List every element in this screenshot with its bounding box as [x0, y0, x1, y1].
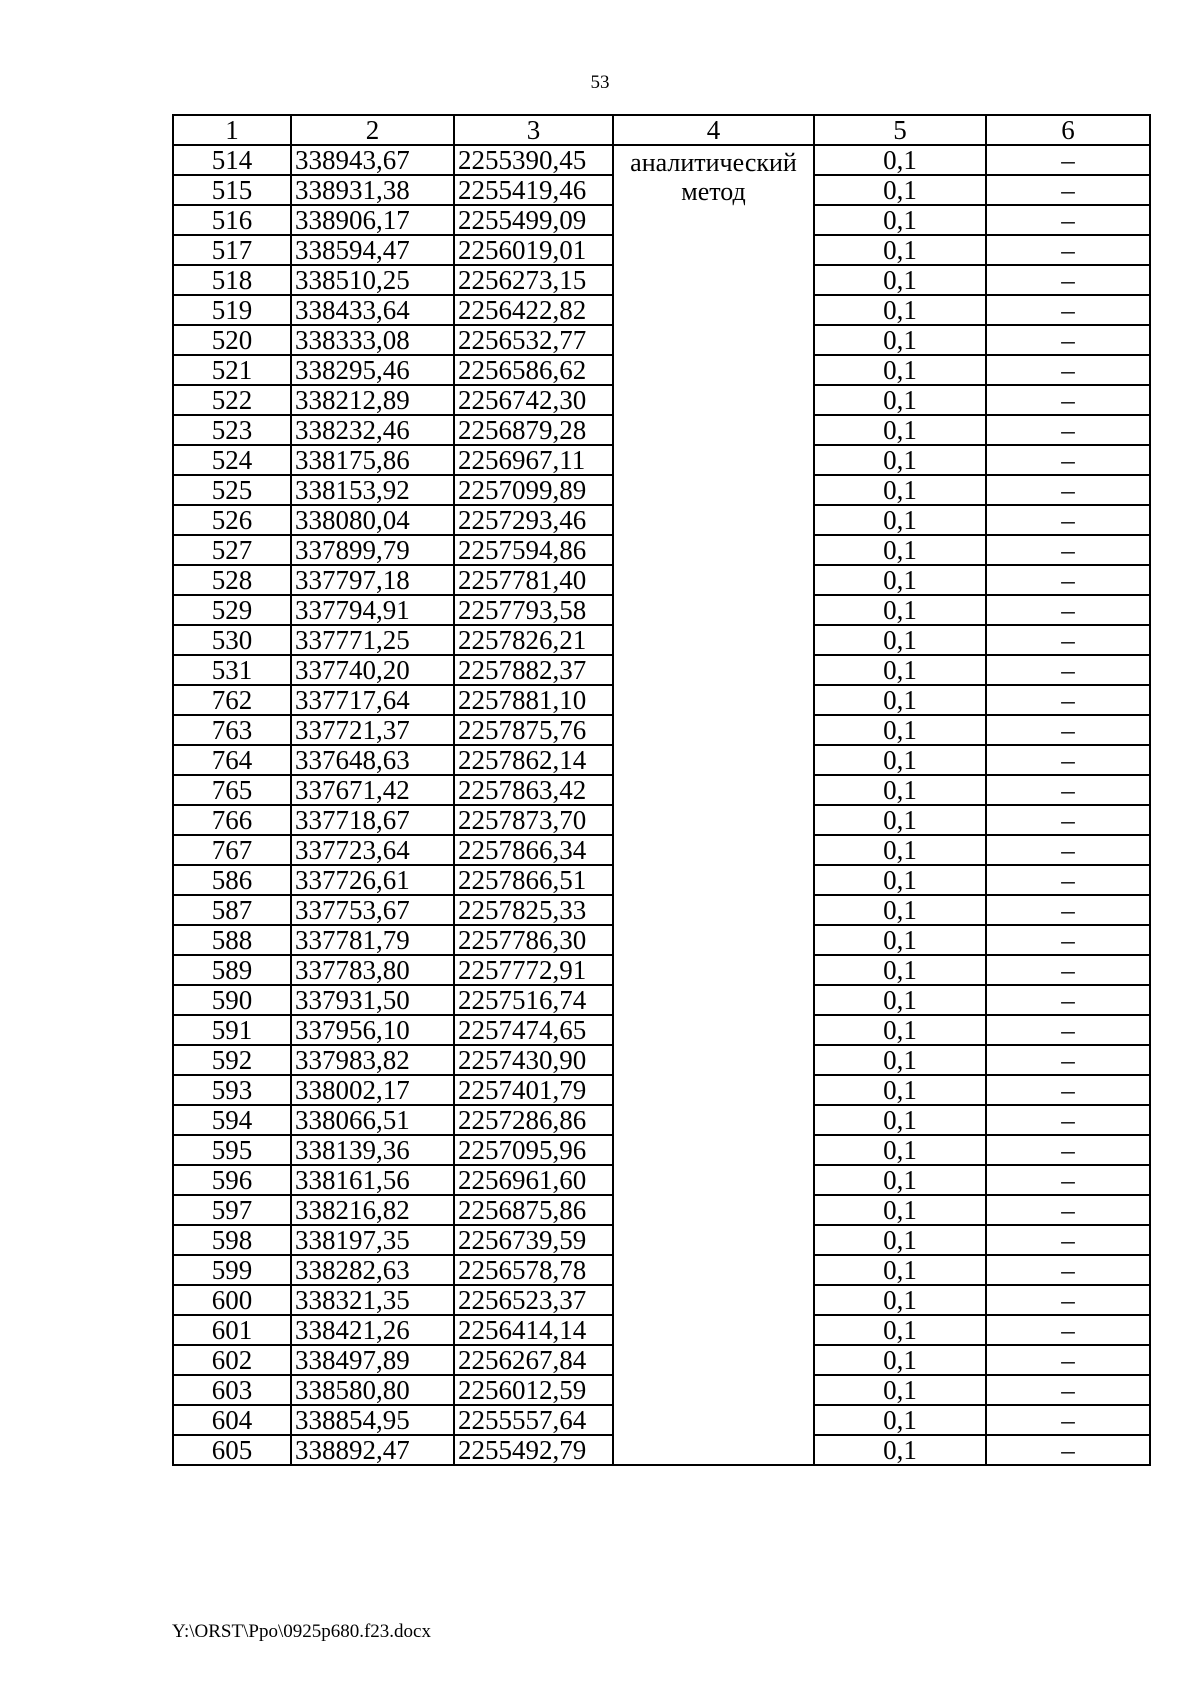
cell-point-number: 590: [173, 985, 291, 1015]
header-cell-description: 6: [986, 115, 1150, 145]
cell-point-number: 764: [173, 745, 291, 775]
header-cell-point-number: 1: [173, 115, 291, 145]
cell-description: –: [986, 985, 1150, 1015]
cell-x-coordinate: 337753,67: [291, 895, 454, 925]
cell-description: –: [986, 925, 1150, 955]
cell-accuracy: 0,1: [814, 955, 986, 985]
cell-x-coordinate: 338510,25: [291, 265, 454, 295]
cell-x-coordinate: 337899,79: [291, 535, 454, 565]
cell-point-number: 530: [173, 625, 291, 655]
cell-description: –: [986, 1075, 1150, 1105]
cell-description: –: [986, 1405, 1150, 1435]
cell-accuracy: 0,1: [814, 1045, 986, 1075]
cell-description: –: [986, 1015, 1150, 1045]
cell-x-coordinate: 337771,25: [291, 625, 454, 655]
cell-x-coordinate: 338497,89: [291, 1345, 454, 1375]
cell-description: –: [986, 1375, 1150, 1405]
cell-y-coordinate: 2255419,46: [454, 175, 613, 205]
cell-description: –: [986, 1315, 1150, 1345]
cell-description: –: [986, 865, 1150, 895]
header-cell-accuracy: 5: [814, 115, 986, 145]
cell-point-number: 765: [173, 775, 291, 805]
cell-description: –: [986, 1195, 1150, 1225]
cell-x-coordinate: 338333,08: [291, 325, 454, 355]
cell-description: –: [986, 895, 1150, 925]
cell-description: –: [986, 235, 1150, 265]
cell-x-coordinate: 338161,56: [291, 1165, 454, 1195]
cell-y-coordinate: 2256586,62: [454, 355, 613, 385]
cell-y-coordinate: 2256961,60: [454, 1165, 613, 1195]
cell-accuracy: 0,1: [814, 205, 986, 235]
cell-description: –: [986, 1045, 1150, 1075]
cell-y-coordinate: 2256523,37: [454, 1285, 613, 1315]
cell-point-number: 596: [173, 1165, 291, 1195]
cell-accuracy: 0,1: [814, 355, 986, 385]
cell-point-number: 520: [173, 325, 291, 355]
table-header-row: [173, 115, 1150, 145]
header-cell-x: 2: [291, 115, 454, 145]
cell-y-coordinate: 2256875,86: [454, 1195, 613, 1225]
cell-accuracy: 0,1: [814, 595, 986, 625]
cell-accuracy: 0,1: [814, 655, 986, 685]
cell-description: –: [986, 1255, 1150, 1285]
cell-y-coordinate: 2257866,51: [454, 865, 613, 895]
cell-x-coordinate: 338232,46: [291, 415, 454, 445]
cell-point-number: 767: [173, 835, 291, 865]
cell-y-coordinate: 2257293,46: [454, 505, 613, 535]
footer-file-path: Y:\ORST\Ppo\0925p680.f23.docx: [172, 1621, 431, 1642]
cell-point-number: 518: [173, 265, 291, 295]
cell-x-coordinate: 338906,17: [291, 205, 454, 235]
cell-description: –: [986, 745, 1150, 775]
cell-description: –: [986, 505, 1150, 535]
cell-description: –: [986, 355, 1150, 385]
cell-description: –: [986, 625, 1150, 655]
cell-description: –: [986, 145, 1150, 175]
cell-accuracy: 0,1: [814, 325, 986, 355]
cell-description: –: [986, 1345, 1150, 1375]
cell-x-coordinate: 338175,86: [291, 445, 454, 475]
cell-x-coordinate: 338931,38: [291, 175, 454, 205]
cell-point-number: 522: [173, 385, 291, 415]
cell-y-coordinate: 2257873,70: [454, 805, 613, 835]
cell-y-coordinate: 2256273,15: [454, 265, 613, 295]
cell-y-coordinate: 2255492,79: [454, 1435, 613, 1465]
cell-description: –: [986, 1285, 1150, 1315]
cell-x-coordinate: 338594,47: [291, 235, 454, 265]
cell-accuracy: 0,1: [814, 1255, 986, 1285]
cell-x-coordinate: 337718,67: [291, 805, 454, 835]
cell-y-coordinate: 2256967,11: [454, 445, 613, 475]
cell-y-coordinate: 2257594,86: [454, 535, 613, 565]
cell-accuracy: 0,1: [814, 895, 986, 925]
cell-y-coordinate: 2257793,58: [454, 595, 613, 625]
cell-x-coordinate: 337726,61: [291, 865, 454, 895]
cell-description: –: [986, 595, 1150, 625]
cell-description: –: [986, 415, 1150, 445]
cell-accuracy: 0,1: [814, 1135, 986, 1165]
cell-x-coordinate: 338197,35: [291, 1225, 454, 1255]
cell-description: –: [986, 1135, 1150, 1165]
cell-accuracy: 0,1: [814, 1015, 986, 1045]
cell-description: –: [986, 535, 1150, 565]
cell-y-coordinate: 2257875,76: [454, 715, 613, 745]
cell-y-coordinate: 2255557,64: [454, 1405, 613, 1435]
cell-y-coordinate: 2257781,40: [454, 565, 613, 595]
cell-accuracy: 0,1: [814, 745, 986, 775]
cell-y-coordinate: 2257772,91: [454, 955, 613, 985]
cell-description: –: [986, 1435, 1150, 1465]
cell-y-coordinate: 2257430,90: [454, 1045, 613, 1075]
table-body: [173, 145, 1150, 1465]
cell-accuracy: 0,1: [814, 685, 986, 715]
cell-accuracy: 0,1: [814, 1075, 986, 1105]
cell-x-coordinate: 338080,04: [291, 505, 454, 535]
cell-description: –: [986, 805, 1150, 835]
cell-method: аналитический метод: [613, 145, 814, 1465]
cell-y-coordinate: 2256019,01: [454, 235, 613, 265]
cell-y-coordinate: 2256578,78: [454, 1255, 613, 1285]
cell-description: –: [986, 775, 1150, 805]
cell-description: –: [986, 835, 1150, 865]
cell-point-number: 526: [173, 505, 291, 535]
cell-point-number: 762: [173, 685, 291, 715]
cell-x-coordinate: 338321,35: [291, 1285, 454, 1315]
cell-y-coordinate: 2256422,82: [454, 295, 613, 325]
cell-point-number: 603: [173, 1375, 291, 1405]
cell-point-number: 528: [173, 565, 291, 595]
cell-x-coordinate: 338153,92: [291, 475, 454, 505]
cell-x-coordinate: 338580,80: [291, 1375, 454, 1405]
cell-accuracy: 0,1: [814, 775, 986, 805]
cell-x-coordinate: 338433,64: [291, 295, 454, 325]
cell-y-coordinate: 2257881,10: [454, 685, 613, 715]
cell-accuracy: 0,1: [814, 385, 986, 415]
cell-x-coordinate: 338282,63: [291, 1255, 454, 1285]
cell-x-coordinate: 337671,42: [291, 775, 454, 805]
cell-y-coordinate: 2257401,79: [454, 1075, 613, 1105]
cell-accuracy: 0,1: [814, 1105, 986, 1135]
cell-description: –: [986, 175, 1150, 205]
cell-point-number: 587: [173, 895, 291, 925]
cell-description: –: [986, 445, 1150, 475]
cell-x-coordinate: 337723,64: [291, 835, 454, 865]
cell-y-coordinate: 2257095,96: [454, 1135, 613, 1165]
cell-point-number: 529: [173, 595, 291, 625]
cell-y-coordinate: 2257286,86: [454, 1105, 613, 1135]
cell-point-number: 600: [173, 1285, 291, 1315]
cell-description: –: [986, 715, 1150, 745]
cell-y-coordinate: 2257862,14: [454, 745, 613, 775]
cell-x-coordinate: 337717,64: [291, 685, 454, 715]
cell-y-coordinate: 2257099,89: [454, 475, 613, 505]
cell-x-coordinate: 338943,67: [291, 145, 454, 175]
cell-point-number: 514: [173, 145, 291, 175]
cell-description: –: [986, 955, 1150, 985]
cell-y-coordinate: 2257882,37: [454, 655, 613, 685]
cell-accuracy: 0,1: [814, 715, 986, 745]
cell-accuracy: 0,1: [814, 1195, 986, 1225]
cell-point-number: 591: [173, 1015, 291, 1045]
cell-accuracy: 0,1: [814, 175, 986, 205]
cell-x-coordinate: 337983,82: [291, 1045, 454, 1075]
cell-y-coordinate: 2255390,45: [454, 145, 613, 175]
cell-accuracy: 0,1: [814, 1225, 986, 1255]
cell-accuracy: 0,1: [814, 445, 986, 475]
cell-accuracy: 0,1: [814, 265, 986, 295]
cell-point-number: 604: [173, 1405, 291, 1435]
cell-x-coordinate: 338295,46: [291, 355, 454, 385]
cell-description: –: [986, 565, 1150, 595]
cell-x-coordinate: 337740,20: [291, 655, 454, 685]
cell-point-number: 593: [173, 1075, 291, 1105]
cell-point-number: 588: [173, 925, 291, 955]
cell-y-coordinate: 2256414,14: [454, 1315, 613, 1345]
cell-x-coordinate: 338212,89: [291, 385, 454, 415]
cell-y-coordinate: 2255499,09: [454, 205, 613, 235]
cell-x-coordinate: 338139,36: [291, 1135, 454, 1165]
cell-description: –: [986, 205, 1150, 235]
cell-description: –: [986, 655, 1150, 685]
cell-y-coordinate: 2257474,65: [454, 1015, 613, 1045]
cell-accuracy: 0,1: [814, 415, 986, 445]
cell-x-coordinate: 337956,10: [291, 1015, 454, 1045]
cell-y-coordinate: 2256739,59: [454, 1225, 613, 1255]
cell-point-number: 516: [173, 205, 291, 235]
cell-point-number: 763: [173, 715, 291, 745]
cell-accuracy: 0,1: [814, 1165, 986, 1195]
cell-accuracy: 0,1: [814, 1345, 986, 1375]
cell-point-number: 586: [173, 865, 291, 895]
cell-point-number: 592: [173, 1045, 291, 1075]
cell-point-number: 601: [173, 1315, 291, 1345]
header-cell-method: 4: [613, 115, 814, 145]
cell-accuracy: 0,1: [814, 835, 986, 865]
cell-x-coordinate: 338892,47: [291, 1435, 454, 1465]
cell-point-number: 599: [173, 1255, 291, 1285]
cell-point-number: 527: [173, 535, 291, 565]
cell-point-number: 595: [173, 1135, 291, 1165]
cell-accuracy: 0,1: [814, 505, 986, 535]
cell-accuracy: 0,1: [814, 1435, 986, 1465]
cell-point-number: 594: [173, 1105, 291, 1135]
cell-point-number: 524: [173, 445, 291, 475]
table-row: [173, 145, 1150, 175]
cell-y-coordinate: 2257863,42: [454, 775, 613, 805]
cell-x-coordinate: 338854,95: [291, 1405, 454, 1435]
cell-description: –: [986, 685, 1150, 715]
cell-accuracy: 0,1: [814, 475, 986, 505]
cell-x-coordinate: 337781,79: [291, 925, 454, 955]
cell-y-coordinate: 2256012,59: [454, 1375, 613, 1405]
cell-accuracy: 0,1: [814, 985, 986, 1015]
cell-accuracy: 0,1: [814, 565, 986, 595]
cell-point-number: 519: [173, 295, 291, 325]
cell-y-coordinate: 2257516,74: [454, 985, 613, 1015]
cell-accuracy: 0,1: [814, 925, 986, 955]
cell-y-coordinate: 2257826,21: [454, 625, 613, 655]
cell-x-coordinate: 338421,26: [291, 1315, 454, 1345]
cell-point-number: 525: [173, 475, 291, 505]
page-number: 53: [590, 72, 610, 93]
cell-point-number: 523: [173, 415, 291, 445]
coordinates-table: [172, 114, 1151, 1466]
cell-accuracy: 0,1: [814, 145, 986, 175]
cell-x-coordinate: 338002,17: [291, 1075, 454, 1105]
cell-point-number: 605: [173, 1435, 291, 1465]
cell-y-coordinate: 2256742,30: [454, 385, 613, 415]
cell-point-number: 598: [173, 1225, 291, 1255]
header-cell-y: 3: [454, 115, 613, 145]
cell-point-number: 515: [173, 175, 291, 205]
cell-y-coordinate: 2256879,28: [454, 415, 613, 445]
cell-accuracy: 0,1: [814, 535, 986, 565]
cell-y-coordinate: 2256267,84: [454, 1345, 613, 1375]
cell-x-coordinate: 337797,18: [291, 565, 454, 595]
cell-accuracy: 0,1: [814, 1375, 986, 1405]
cell-accuracy: 0,1: [814, 625, 986, 655]
cell-description: –: [986, 385, 1150, 415]
cell-accuracy: 0,1: [814, 1315, 986, 1345]
cell-x-coordinate: 337721,37: [291, 715, 454, 745]
cell-point-number: 589: [173, 955, 291, 985]
cell-accuracy: 0,1: [814, 1405, 986, 1435]
cell-x-coordinate: 338216,82: [291, 1195, 454, 1225]
cell-x-coordinate: 338066,51: [291, 1105, 454, 1135]
cell-x-coordinate: 337931,50: [291, 985, 454, 1015]
cell-point-number: 766: [173, 805, 291, 835]
cell-x-coordinate: 337648,63: [291, 745, 454, 775]
cell-accuracy: 0,1: [814, 865, 986, 895]
cell-point-number: 602: [173, 1345, 291, 1375]
cell-description: –: [986, 265, 1150, 295]
cell-accuracy: 0,1: [814, 235, 986, 265]
cell-accuracy: 0,1: [814, 1285, 986, 1315]
cell-description: –: [986, 475, 1150, 505]
cell-description: –: [986, 1105, 1150, 1135]
cell-point-number: 597: [173, 1195, 291, 1225]
cell-x-coordinate: 337794,91: [291, 595, 454, 625]
cell-y-coordinate: 2257866,34: [454, 835, 613, 865]
cell-y-coordinate: 2257786,30: [454, 925, 613, 955]
cell-y-coordinate: 2257825,33: [454, 895, 613, 925]
cell-description: –: [986, 1165, 1150, 1195]
cell-point-number: 521: [173, 355, 291, 385]
cell-x-coordinate: 337783,80: [291, 955, 454, 985]
cell-description: –: [986, 295, 1150, 325]
cell-y-coordinate: 2256532,77: [454, 325, 613, 355]
cell-point-number: 531: [173, 655, 291, 685]
cell-description: –: [986, 325, 1150, 355]
cell-point-number: 517: [173, 235, 291, 265]
cell-description: –: [986, 1225, 1150, 1255]
cell-accuracy: 0,1: [814, 295, 986, 325]
cell-accuracy: 0,1: [814, 805, 986, 835]
